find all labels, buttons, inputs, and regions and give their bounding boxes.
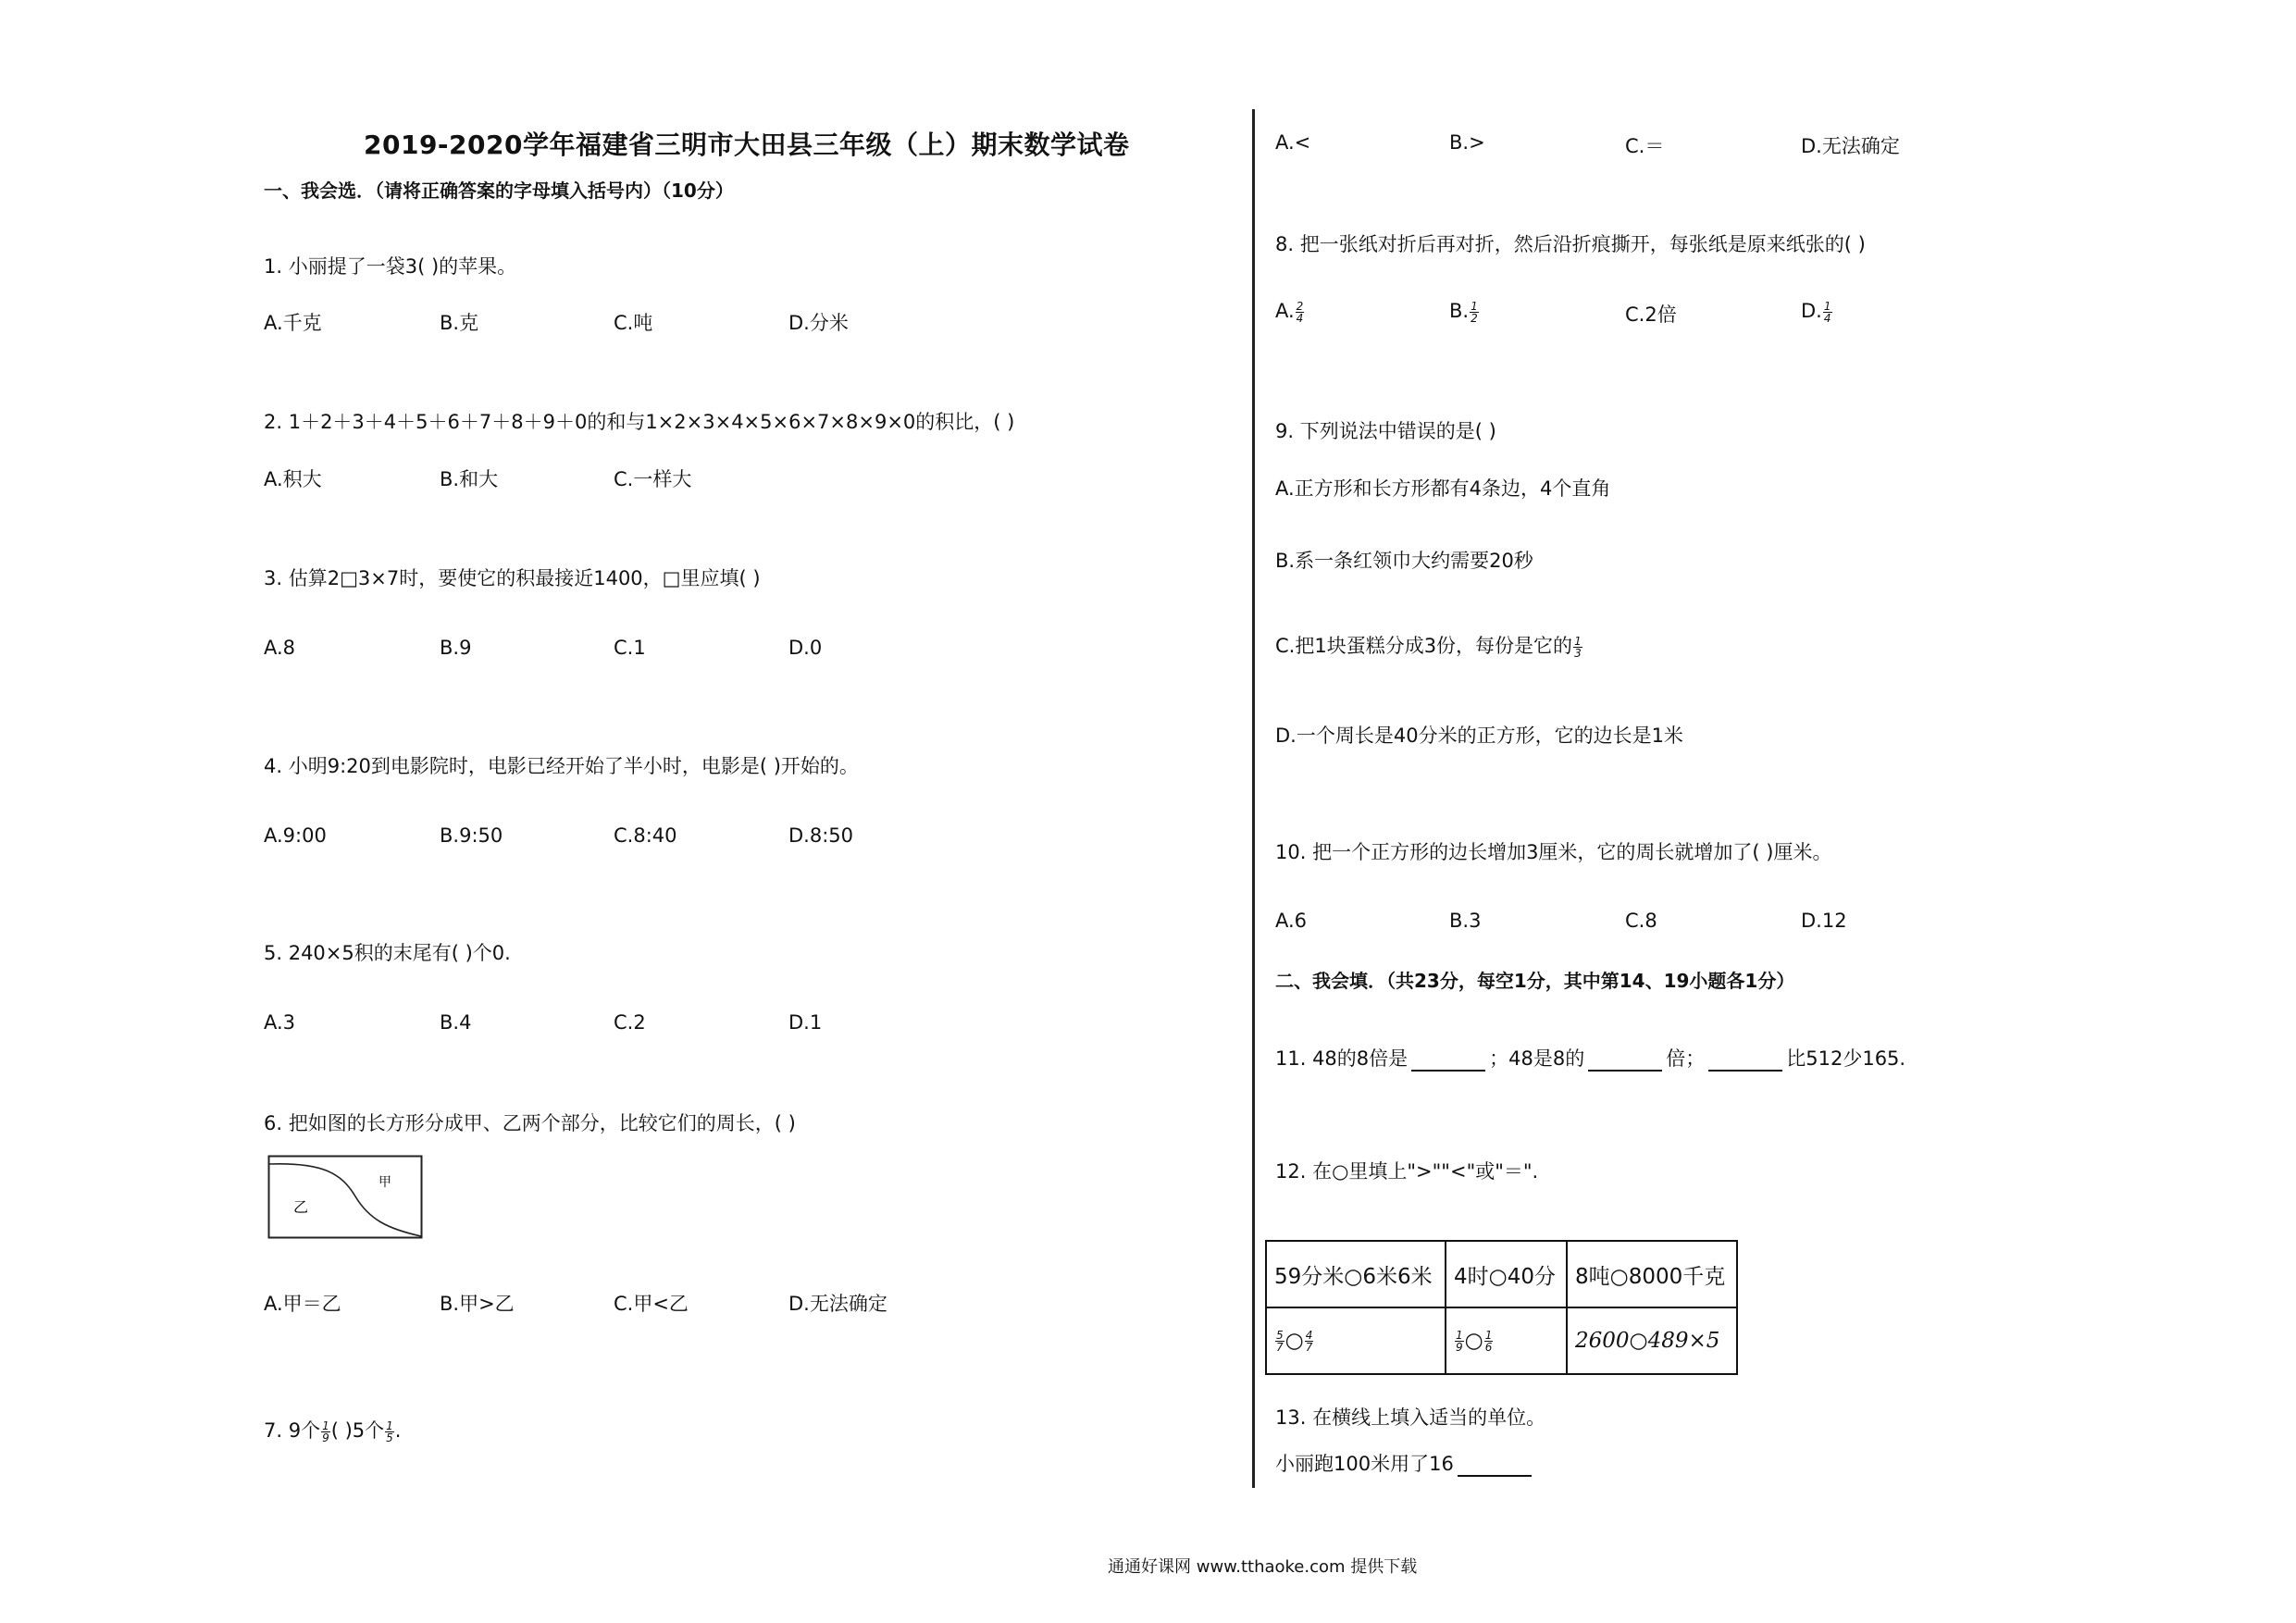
q2-option-a: A.积大 xyxy=(264,468,322,490)
q9-option-a: A.正方形和长方形都有4条边，4个直角 xyxy=(1275,477,1611,500)
section-2-heading: 二、我会填．（共23分，每空1分，其中第14、19小题各1分） xyxy=(1275,970,1795,992)
question-9: 9. 下列说法中错误的是( ) xyxy=(1275,420,1496,442)
q10-option-c: C.8 xyxy=(1625,910,1657,932)
question-4: 4. 小明9:20到电影院时，电影已经开始了半小时，电影是( )开始的。 xyxy=(264,755,859,777)
q3-option-c: C.1 xyxy=(614,637,646,659)
q9-option-b: B.系一条红领巾大约需要20秒 xyxy=(1275,550,1533,572)
q1-option-a: A.千克 xyxy=(264,312,322,334)
q6-option-d: D.无法确定 xyxy=(788,1293,887,1315)
q5-option-b: B.4 xyxy=(440,1011,472,1034)
q6-option-c: C.甲<乙 xyxy=(614,1293,689,1315)
question-1: 1. 小丽提了一袋3( )的苹果。 xyxy=(264,255,517,278)
q5-option-a: A.3 xyxy=(264,1011,296,1034)
table-cell[interactable]: $\frac{5}{7}$ ○ $\frac{4}{7}$ xyxy=(1266,1307,1446,1374)
q7-option-a: A.< xyxy=(1275,131,1311,154)
question-12: 12. 在○里填上">""<"或"＝". xyxy=(1275,1160,1539,1183)
table-cell[interactable]: 4时○40分 xyxy=(1446,1241,1567,1307)
comparison-table xyxy=(1265,1240,1738,1375)
table-cell[interactable]: $\frac{1}{9}$ ○ $\frac{1}{6}$ xyxy=(1446,1307,1567,1374)
q11-blank-3[interactable] xyxy=(1708,1049,1782,1072)
figure-label-jia: 甲 xyxy=(379,1175,391,1190)
q8-option-b: B. $\frac{1}{2}$ xyxy=(1449,299,1478,325)
q9-option-c: C.把1块蛋糕分成3份，每份是它的 $\frac{1}{3}$ xyxy=(1275,634,1582,660)
q11-blank-2[interactable] xyxy=(1588,1049,1662,1072)
q7-fraction-2: $\frac{1}{5}$ xyxy=(386,1419,393,1444)
q4-option-a: A.9:00 xyxy=(264,824,327,847)
table-cell[interactable]: 2600○489×5 xyxy=(1567,1307,1737,1374)
table-cell[interactable]: 59分米○6米6米 xyxy=(1266,1241,1446,1307)
q7-option-b: B.> xyxy=(1449,131,1485,154)
q7-option-c: C.＝ xyxy=(1625,135,1665,157)
q8-option-a: A. $\frac{2}{4}$ xyxy=(1275,299,1304,325)
footer-text: 通通好课网 www.tthaoke.com 提供下载 xyxy=(1108,1557,1418,1577)
q5-option-c: C.2 xyxy=(614,1011,646,1034)
q1-option-d: D.分米 xyxy=(788,312,849,334)
q4-option-c: C.8:40 xyxy=(614,824,677,847)
question-11: 11. 48的8倍是 ；48是8的 倍； 比512少165. xyxy=(1275,1047,1906,1070)
q10-option-b: B.3 xyxy=(1449,910,1482,932)
q7-middle: ( )5个 xyxy=(330,1419,385,1442)
q10-option-a: A.6 xyxy=(1275,910,1308,932)
question-2: 2. 1＋2＋3＋4＋5＋6＋7＋8＋9＋0的和与1×2×3×4×5×6×7×8×9×0的积比，( ) xyxy=(264,411,1015,433)
q4-option-d: D.8:50 xyxy=(788,824,854,847)
table-cell[interactable]: 8吨○8000千克 xyxy=(1567,1241,1737,1307)
q8-option-d: D. $\frac{1}{4}$ xyxy=(1801,299,1831,325)
question-8: 8. 把一张纸对折后再对折，然后沿折痕撕开，每张纸是原来纸张的( ) xyxy=(1275,233,1866,255)
column-divider xyxy=(1252,109,1255,1488)
q11-blank-1[interactable] xyxy=(1411,1049,1485,1072)
q13-blank[interactable] xyxy=(1458,1455,1532,1477)
figure-label-yi: 乙 xyxy=(293,1198,309,1216)
q1-option-b: B.克 xyxy=(440,312,479,334)
q9-option-d: D.一个周长是40分米的正方形，它的边长是1米 xyxy=(1275,725,1683,747)
q8-option-c: C.2倍 xyxy=(1625,304,1677,326)
q5-option-d: D.1 xyxy=(788,1011,823,1034)
q7-suffix: . xyxy=(394,1419,402,1442)
q2-option-c: C.一样大 xyxy=(614,468,692,490)
rectangle-figure xyxy=(267,1155,425,1240)
q6-option-b: B.甲>乙 xyxy=(440,1293,515,1315)
q3-option-d: D.0 xyxy=(788,637,823,659)
q2-option-b: B.和大 xyxy=(440,468,499,490)
q4-option-b: B.9:50 xyxy=(440,824,503,847)
q10-option-d: D.12 xyxy=(1801,910,1847,932)
question-3: 3. 估算2□3×7时，要使它的积最接近1400，□里应填( ) xyxy=(264,567,761,589)
q3-option-b: B.9 xyxy=(440,637,472,659)
question-7 xyxy=(264,1416,401,1443)
question-13: 13. 在横线上填入适当的单位。 xyxy=(1275,1406,1546,1429)
question-6: 6. 把如图的长方形分成甲、乙两个部分，比较它们的周长，( ) xyxy=(264,1112,796,1134)
q1-option-c: C.吨 xyxy=(614,312,653,334)
q13-line: 小丽跑100米用了16 xyxy=(1275,1449,1535,1477)
q7-fraction-1: $\frac{1}{9}$ xyxy=(322,1419,329,1444)
q3-option-a: A.8 xyxy=(264,637,296,659)
question-10: 10. 把一个正方形的边长增加3厘米，它的周长就增加了( )厘米。 xyxy=(1275,841,1832,863)
q7-option-d: D.无法确定 xyxy=(1801,135,1900,157)
q7-prefix: 7. 9个 xyxy=(264,1419,321,1442)
q6-option-a: A.甲＝乙 xyxy=(264,1293,341,1315)
page-title: 2019-2020学年福建省三明市大田县三年级（上）期末数学试卷 xyxy=(364,130,1130,160)
section-1-heading: 一、我会选．（请将正确答案的字母填入括号内）（10分） xyxy=(264,180,734,202)
question-5: 5. 240×5积的末尾有( )个0. xyxy=(264,942,511,964)
